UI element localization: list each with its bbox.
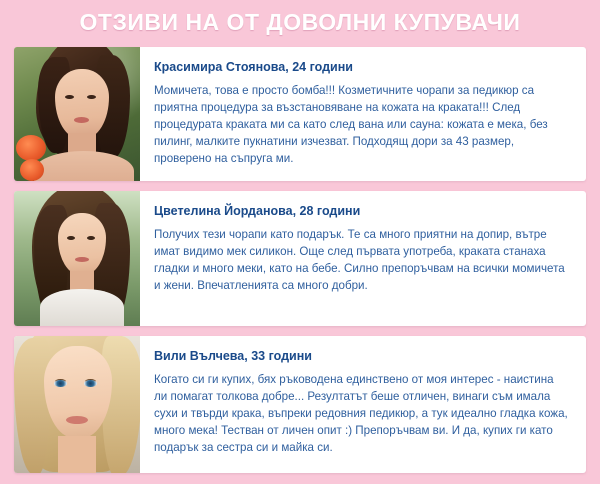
flower-icon — [16, 135, 46, 161]
eye-left — [67, 236, 75, 240]
flower-icon — [20, 159, 44, 181]
reviewer-name: Цветелина Йорданова, 28 години — [154, 204, 361, 218]
avatar-photo-1 — [14, 47, 140, 181]
clothing-top — [40, 289, 124, 326]
shoulder — [34, 151, 134, 181]
eye-left — [65, 95, 74, 99]
reviewer-text: Получих тези чорапи като подарък. Те са много приятни на допир, вътре имат видимо мек силикон. Още след първата употреба, краката станаха гладки и много меки, като на бебе. Силно препоръчвам на всички момичета и жени. Впечатленията са много добри. — [154, 228, 565, 293]
neck — [58, 436, 96, 473]
page-title: ОТЗИВИ НА ОТ ДОВОЛНИ КУПУВАЧИ — [79, 9, 521, 35]
reviewer-name: Красимира Стоянова, 24 години — [154, 60, 353, 74]
testimonial-body — [140, 47, 586, 181]
lips — [66, 416, 88, 424]
testimonial-card — [14, 47, 586, 181]
eye-left — [54, 380, 67, 387]
reviewer-name: Вили Вълчева, 33 години — [154, 349, 312, 363]
eye-right — [87, 236, 95, 240]
reviewer-text: Когато си ги купих, бях ръководена единствено от моя интерес - наистина ли помагат толкова добре... Резултатът беше отличен, винаги съм имала сухи и твърди крака, въпреки редовния педикюр, а тук идеално гладка кожа, много мека! Тестван от личен опит :) Препоръчвам ви. И да, купих ги като подарък за сестра си и майка си. — [154, 373, 568, 455]
eye-right — [87, 95, 96, 99]
eye-right — [84, 380, 97, 387]
testimonial-body — [140, 336, 586, 473]
testimonial-card — [14, 336, 586, 473]
avatar-photo-2 — [14, 191, 140, 326]
lips — [74, 117, 89, 123]
reviewer-text: Момичета, това е просто бомба!!! Козметичните чорапи за педикюр са приятна процедура за възстановяване на кожата на краката!!! След процедурата краката ми са като след вана или сауна: кожата е мека, без пилинг, малките пукнатини изчезват. Подходящ дори за 43 размер, проверено на съпруга ми. — [154, 84, 548, 166]
testimonial-card — [14, 191, 586, 326]
lips — [75, 257, 89, 262]
testimonial-body — [140, 191, 586, 326]
avatar-photo-3 — [14, 336, 140, 473]
hair-strand-left — [14, 338, 50, 473]
